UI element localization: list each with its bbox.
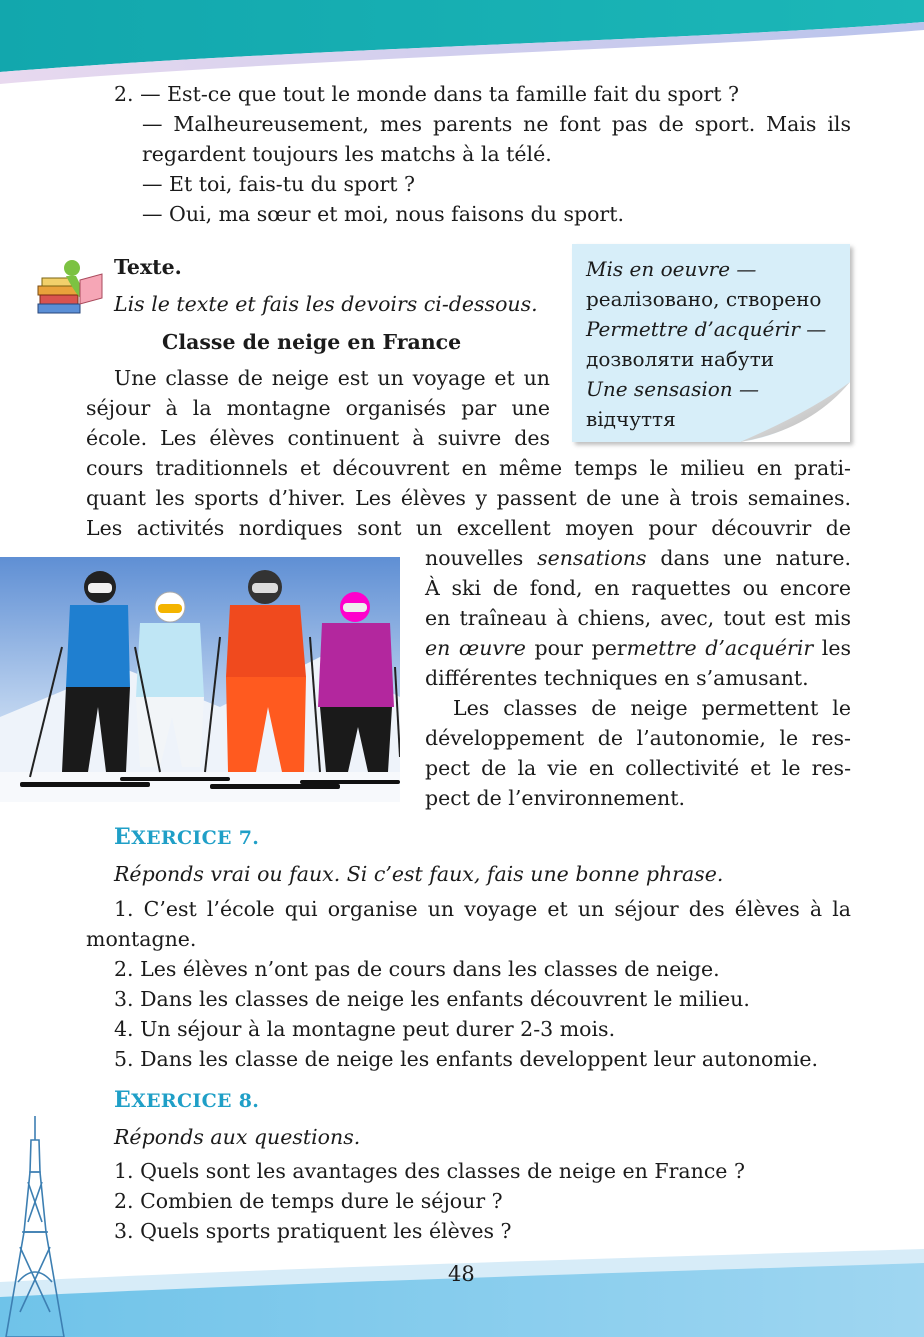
paragraph-line bbox=[425, 633, 851, 663]
text-run: pour per bbox=[525, 636, 627, 660]
paragraph-line: séjour à la montagne organisés par une bbox=[86, 396, 550, 420]
paragraph-line: pect de l’environnement. bbox=[425, 786, 686, 810]
vocab-french: Mis en oeuvre — bbox=[586, 257, 757, 281]
page-number: 48 bbox=[448, 1262, 475, 1286]
section-heading: Texte. bbox=[114, 255, 182, 279]
exercise-instruction: Réponds aux questions. bbox=[114, 1125, 361, 1149]
exercise-item: 4. Un séjour à la montagne peut durer 2-3 mois. bbox=[114, 1017, 616, 1041]
vocab-french: Permettre d’acquérir — bbox=[586, 317, 827, 341]
exercise-item: 3. Dans les classes de neige les enfants découvrent le milieu. bbox=[114, 987, 750, 1011]
top-band bbox=[0, 0, 924, 85]
paragraph-line: pect de la vie en collectivité et le res- bbox=[425, 756, 851, 780]
books-reader-icon bbox=[36, 258, 106, 318]
title-initial: E bbox=[114, 1087, 132, 1113]
paragraph-line: Une classe de neige est un voyage et un bbox=[114, 366, 550, 390]
exercise-item: montagne. bbox=[86, 927, 197, 951]
title-initial: E bbox=[114, 824, 132, 850]
dialogue-line: regardent toujours les matchs à la télé. bbox=[142, 142, 552, 166]
exercise-7-title bbox=[114, 822, 259, 853]
text-title: Classe de neige en France bbox=[162, 330, 462, 354]
dialogue-line: — Malheureusement, mes parents ne font pas de sport. Mais ils bbox=[142, 112, 851, 136]
paragraph-line: À ski de fond, en raquettes ou encore bbox=[425, 576, 851, 600]
eiffel-tower-icon bbox=[0, 1112, 70, 1337]
exercise-item: 2. Les élèves n’ont pas de cours dans les classes de neige. bbox=[114, 957, 720, 981]
dialogue-line: — Et toi, fais-tu du sport ? bbox=[142, 172, 416, 196]
exercise-item: 3. Quels sports pratiquent les élèves ? bbox=[114, 1219, 512, 1243]
exercise-instruction: Réponds vrai ou faux. Si c’est faux, fais une bonne phrase. bbox=[114, 862, 724, 886]
text-run: les bbox=[813, 636, 851, 660]
vocab-french: Une sensasion — bbox=[586, 377, 760, 401]
page-curl-icon bbox=[740, 382, 850, 442]
exercise-item: 5. Dans les classe de neige les enfants developpent leur autonomie. bbox=[114, 1047, 819, 1071]
vocab-term: sensations bbox=[537, 546, 647, 570]
title-rest: XERCICE 8. bbox=[131, 1090, 260, 1112]
vocab-term: mettre d’acquérir bbox=[626, 636, 814, 660]
skiing-children-photo bbox=[0, 557, 400, 802]
text-run: nouvelles bbox=[425, 546, 538, 570]
paragraph-line: différentes techniques en s’amusant. bbox=[425, 666, 809, 690]
dialogue-line: — Oui, ma sœur et moi, nous faisons du sport. bbox=[142, 202, 624, 226]
bottom-band bbox=[0, 1237, 924, 1337]
exercise-8-title bbox=[114, 1085, 259, 1116]
vocab-ukrainian: дозволяти набути bbox=[586, 347, 775, 371]
paragraph-line: en traîneau à chiens, avec, tout est mis bbox=[425, 606, 851, 630]
exercise-item: 2. Combien de temps dure le séjour ? bbox=[114, 1189, 503, 1213]
text-instruction: Lis le texte et fais les devoirs ci-dessous. bbox=[114, 292, 538, 316]
vocab-ukrainian: відчуття bbox=[586, 407, 676, 431]
vocabulary-note bbox=[572, 244, 850, 442]
exercise-item: 1. C’est l’école qui organise un voyage et un séjour des élèves à la bbox=[114, 897, 851, 921]
text-run: dans une nature. bbox=[646, 546, 851, 570]
paragraph-line: quant les sports d’hiver. Les élèves y passent de une à trois semaines. bbox=[86, 486, 851, 510]
paragraph-line: école. Les élèves continuent à suivre des bbox=[86, 426, 550, 450]
vocab-ukrainian: реалізовано, створено bbox=[586, 287, 822, 311]
paragraph-line: Les classes de neige permettent le bbox=[453, 696, 851, 720]
paragraph-line: cours traditionnels et découvrent en même temps le milieu en prati- bbox=[86, 456, 851, 480]
title-rest: XERCICE 7. bbox=[131, 827, 260, 849]
vocab-term: en œuvre bbox=[425, 636, 526, 660]
dialogue-line: 2. — Est-ce que tout le monde dans ta famille fait du sport ? bbox=[114, 82, 739, 106]
paragraph-line: Les activités nordiques sont un excellent moyen pour découvrir de bbox=[86, 516, 851, 540]
paragraph-line: développement de l’autonomie, le res- bbox=[425, 726, 851, 750]
exercise-item: 1. Quels sont les avantages des classes de neige en France ? bbox=[114, 1159, 745, 1183]
paragraph-line bbox=[425, 543, 851, 573]
